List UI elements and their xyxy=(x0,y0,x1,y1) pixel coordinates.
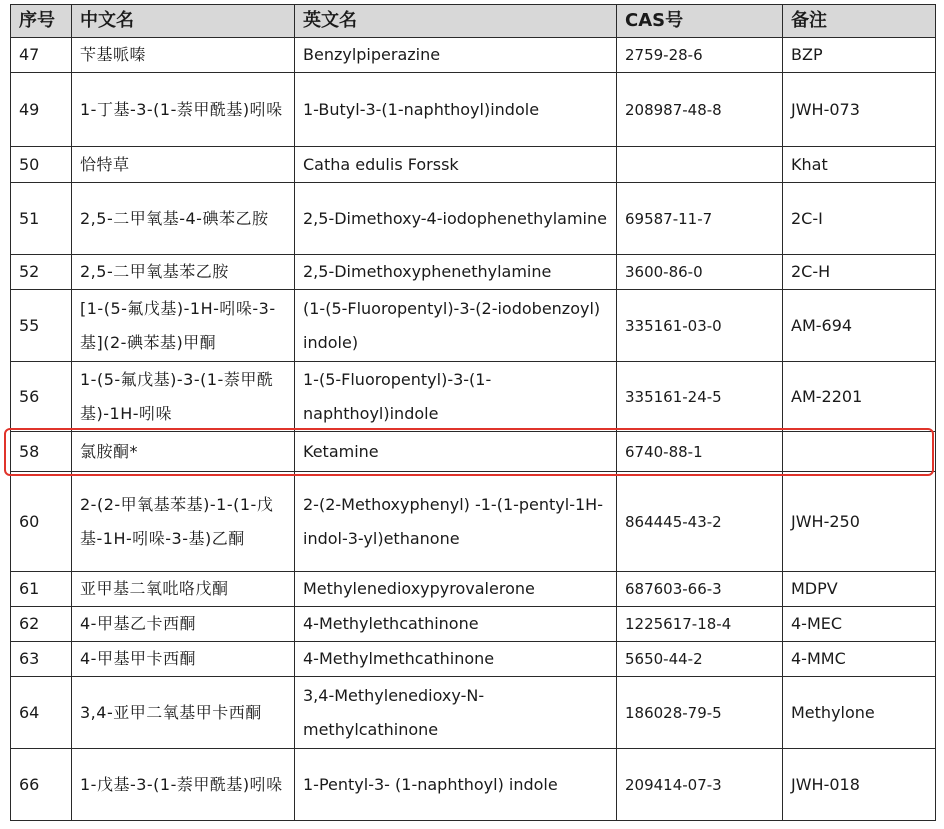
cell-chinese-name: 1-(5-氟戊基)-3-(1-萘甲酰基)-1H-吲哚 xyxy=(72,362,295,432)
table-row xyxy=(11,607,936,642)
cell-cas-no: 1225617-18-4 xyxy=(617,607,783,642)
table-row xyxy=(11,183,936,255)
header-chinese-name: 中文名 xyxy=(72,5,295,38)
cell-english-name: Benzylpiperazine xyxy=(295,38,617,73)
cell-serial-no: 61 xyxy=(11,572,72,607)
cell-cas-no: 335161-24-5 xyxy=(617,362,783,432)
header-cas-no: CAS号 xyxy=(617,5,783,38)
cell-serial-no: 64 xyxy=(11,677,72,749)
cell-english-name: (1-(5-Fluoropentyl)-3-(2-iodobenzoyl) indole) xyxy=(295,290,617,362)
substance-table xyxy=(10,4,936,821)
cell-chinese-name: 2-(2-甲氧基苯基)-1-(1-戊基-1H-吲哚-3-基)乙酮 xyxy=(72,472,295,572)
cell-cas-no: 5650-44-2 xyxy=(617,642,783,677)
cell-serial-no: 47 xyxy=(11,38,72,73)
cell-english-name: 1-Pentyl-3- (1-naphthoyl) indole xyxy=(295,749,617,821)
cell-english-name: 1-Butyl-3-(1-naphthoyl)indole xyxy=(295,73,617,147)
cell-cas-no: 208987-48-8 xyxy=(617,73,783,147)
cell-english-name: 2-(2-Methoxyphenyl) -1-(1-pentyl-1H-indol-3-yl)ethanone xyxy=(295,472,617,572)
header-english-name: 英文名 xyxy=(295,5,617,38)
cell-chinese-name: 4-甲基甲卡西酮 xyxy=(72,642,295,677)
cell-chinese-name: 2,5-二甲氧基-4-碘苯乙胺 xyxy=(72,183,295,255)
cell-remark: 2C-I xyxy=(783,183,936,255)
cell-cas-no: 69587-11-7 xyxy=(617,183,783,255)
cell-cas-no: 335161-03-0 xyxy=(617,290,783,362)
cell-english-name: 1-(5-Fluoropentyl)-3-(1-naphthoyl)indole xyxy=(295,362,617,432)
cell-english-name: 4-Methylmethcathinone xyxy=(295,642,617,677)
cell-english-name: Methylenedioxypyrovalerone xyxy=(295,572,617,607)
table-row xyxy=(11,432,936,472)
cell-remark: JWH-073 xyxy=(783,73,936,147)
cell-cas-no: 6740-88-1 xyxy=(617,432,783,472)
cell-remark: AM-2201 xyxy=(783,362,936,432)
cell-serial-no: 55 xyxy=(11,290,72,362)
cell-chinese-name: 2,5-二甲氧基苯乙胺 xyxy=(72,255,295,290)
table-body xyxy=(11,38,936,821)
table-row xyxy=(11,572,936,607)
table-row xyxy=(11,147,936,183)
cell-chinese-name: 3,4-亚甲二氧基甲卡西酮 xyxy=(72,677,295,749)
header-serial-no: 序号 xyxy=(11,5,72,38)
cell-chinese-name: 1-戊基-3-(1-萘甲酰基)吲哚 xyxy=(72,749,295,821)
cell-remark: AM-694 xyxy=(783,290,936,362)
cell-cas-no: 186028-79-5 xyxy=(617,677,783,749)
cell-chinese-name: 氯胺酮* xyxy=(72,432,295,472)
cell-serial-no: 52 xyxy=(11,255,72,290)
cell-remark: JWH-018 xyxy=(783,749,936,821)
table-row xyxy=(11,38,936,73)
cell-serial-no: 51 xyxy=(11,183,72,255)
cell-serial-no: 49 xyxy=(11,73,72,147)
cell-chinese-name: 1-丁基-3-(1-萘甲酰基)吲哚 xyxy=(72,73,295,147)
cell-serial-no: 60 xyxy=(11,472,72,572)
cell-remark: JWH-250 xyxy=(783,472,936,572)
cell-serial-no: 56 xyxy=(11,362,72,432)
cell-remark: MDPV xyxy=(783,572,936,607)
cell-serial-no: 66 xyxy=(11,749,72,821)
cell-cas-no: 2759-28-6 xyxy=(617,38,783,73)
cell-english-name: 4-Methylethcathinone xyxy=(295,607,617,642)
cell-serial-no: 50 xyxy=(11,147,72,183)
cell-cas-no xyxy=(617,147,783,183)
cell-remark: BZP xyxy=(783,38,936,73)
header-remark: 备注 xyxy=(783,5,936,38)
cell-english-name: 2,5-Dimethoxyphenethylamine xyxy=(295,255,617,290)
cell-remark: 4-MMC xyxy=(783,642,936,677)
cell-english-name: 3,4-Methylenedioxy-N-methylcathinone xyxy=(295,677,617,749)
cell-english-name: 2,5-Dimethoxy-4-iodophenethylamine xyxy=(295,183,617,255)
cell-chinese-name: [1-(5-氟戊基)-1H-吲哚-3-基](2-碘苯基)甲酮 xyxy=(72,290,295,362)
header-row xyxy=(11,5,936,38)
cell-cas-no: 687603-66-3 xyxy=(617,572,783,607)
cell-serial-no: 63 xyxy=(11,642,72,677)
table-row xyxy=(11,642,936,677)
table-row xyxy=(11,362,936,432)
table-row xyxy=(11,677,936,749)
cell-chinese-name: 4-甲基乙卡西酮 xyxy=(72,607,295,642)
cell-remark: 2C-H xyxy=(783,255,936,290)
cell-english-name: Ketamine xyxy=(295,432,617,472)
table-row xyxy=(11,255,936,290)
cell-cas-no: 864445-43-2 xyxy=(617,472,783,572)
cell-cas-no: 209414-07-3 xyxy=(617,749,783,821)
cell-serial-no: 58 xyxy=(11,432,72,472)
cell-remark: 4-MEC xyxy=(783,607,936,642)
table-row xyxy=(11,749,936,821)
table-row xyxy=(11,73,936,147)
cell-chinese-name: 亚甲基二氧吡咯戊酮 xyxy=(72,572,295,607)
cell-cas-no: 3600-86-0 xyxy=(617,255,783,290)
cell-chinese-name: 苄基哌嗪 xyxy=(72,38,295,73)
cell-chinese-name: 恰特草 xyxy=(72,147,295,183)
table-row xyxy=(11,472,936,572)
cell-english-name: Catha edulis Forssk xyxy=(295,147,617,183)
table-row xyxy=(11,290,936,362)
cell-serial-no: 62 xyxy=(11,607,72,642)
cell-remark: Methylone xyxy=(783,677,936,749)
cell-remark: Khat xyxy=(783,147,936,183)
cell-remark xyxy=(783,432,936,472)
